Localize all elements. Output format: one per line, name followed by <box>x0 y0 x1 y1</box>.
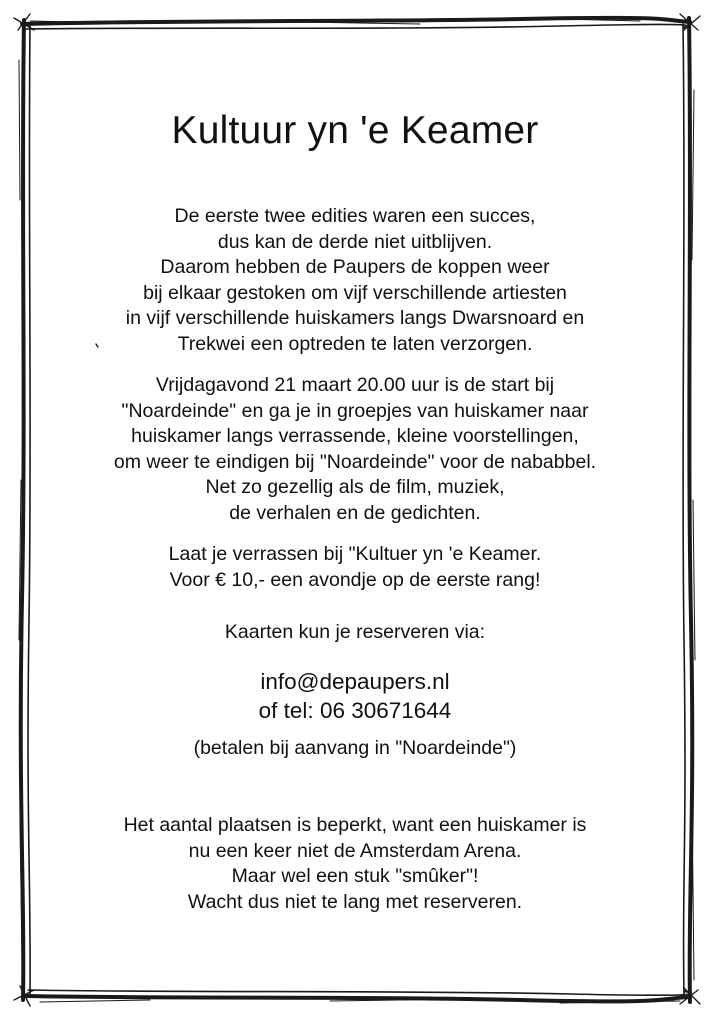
closing-line: Wacht dus niet te lang met reserveren. <box>187 890 523 913</box>
contact-block <box>60 667 650 725</box>
closing-line: Het aantal plaatsen is beperkt, want een huiskamer is <box>123 814 587 836</box>
closing-paragraph <box>60 813 650 915</box>
program-paragraph <box>60 373 650 526</box>
program-line: Vrijdagavond 21 maart 20.00 uur is de start bij <box>155 374 555 396</box>
intro-line: De eerste twee edities waren een succes, <box>174 205 536 227</box>
intro-line: in vijf verschillende huiskamers langs Dwarsnoard en <box>125 307 585 329</box>
intro-line: Daarom hebben de Paupers de koppen weer <box>160 256 550 278</box>
reserve-text: Kaarten kun je reserveren via: <box>224 621 486 643</box>
intro-line: dus kan de derde niet uitblijven. <box>217 230 493 253</box>
program-line: huiskamer langs verrassende, kleine voorstellingen, <box>131 425 579 447</box>
closing-line: nu een keer niet de Amsterdam Arena. <box>188 839 522 862</box>
program-line: om weer te eindigen bij "Noardeinde" voor de nababbel. <box>113 450 597 473</box>
intro-paragraph <box>60 204 650 357</box>
contact-phone: of tel: 06 30671644 <box>258 698 452 723</box>
invite-line: Laat je verrassen bij "Kultuer yn 'e Keamer. <box>168 543 542 565</box>
program-line: Net zo gezellig als de film, muziek, <box>205 476 505 498</box>
program-line: "Noardeinde" en ga je in groepjes van huiskamer naar <box>121 399 589 422</box>
contact-email[interactable]: info@depaupers.nl <box>260 669 450 694</box>
invite-line: Voor € 10,- een avondje op de eerste rang! <box>169 568 541 591</box>
payment-note: (betalen bij aanvang in "Noardeinde") <box>193 737 517 759</box>
closing-line: Maar wel een stuk "smûker"! <box>231 865 479 887</box>
intro-line: Trekwei een optreden te laten verzorgen. <box>177 332 533 355</box>
program-line: de verhalen en de gedichten. <box>229 501 481 524</box>
intro-line: bij elkaar gestoken om vijf verschillende artiesten <box>143 281 567 304</box>
page-title: Kultuur yn 'e Keamer <box>171 109 539 152</box>
invite-paragraph <box>60 542 650 593</box>
